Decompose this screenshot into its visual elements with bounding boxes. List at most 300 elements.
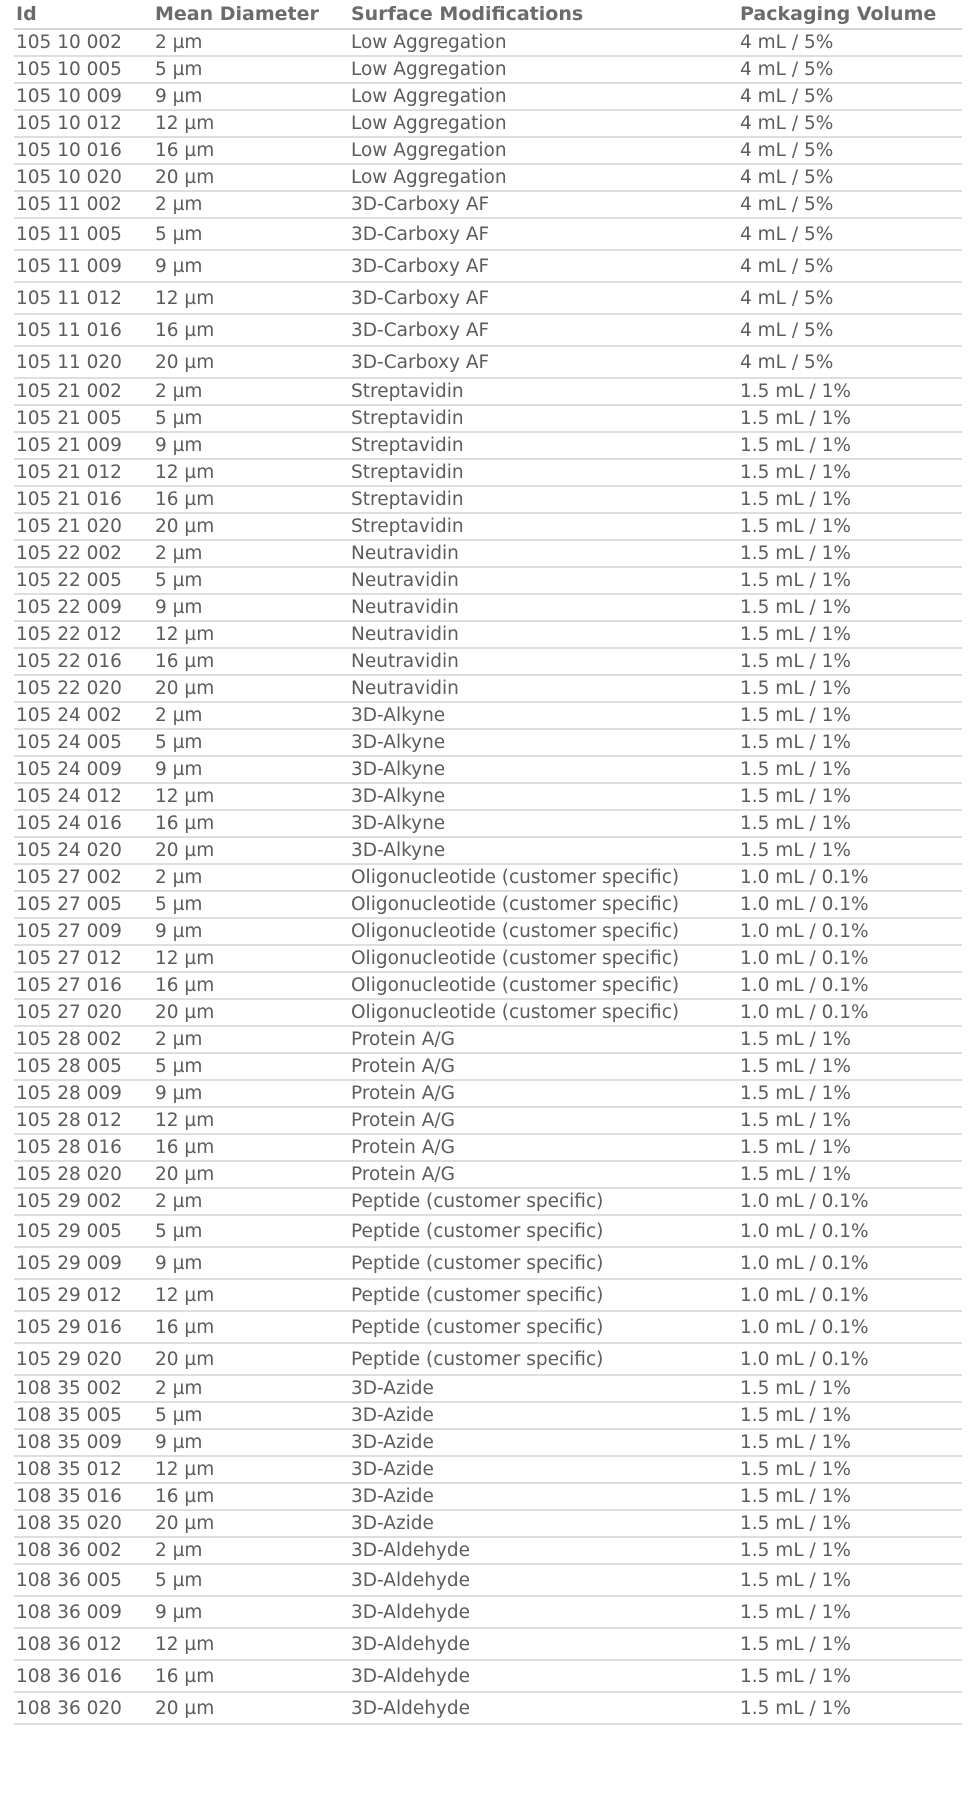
cell-id: 105 10 020 xyxy=(14,164,153,191)
cell-mean-diameter: 2 µm xyxy=(153,29,349,56)
cell-id: 105 22 005 xyxy=(14,567,153,594)
cell-id: 105 28 002 xyxy=(14,1026,153,1053)
cell-mean-diameter: 12 µm xyxy=(153,1107,349,1134)
cell-id: 108 35 005 xyxy=(14,1402,153,1429)
cell-id: 105 24 016 xyxy=(14,810,153,837)
cell-mean-diameter: 12 µm xyxy=(153,1279,349,1311)
cell-packaging-volume: 1.5 mL / 1% xyxy=(738,1053,962,1080)
table-row xyxy=(14,1311,962,1343)
table-row xyxy=(14,1375,962,1402)
cell-mean-diameter: 20 µm xyxy=(153,837,349,864)
cell-mean-diameter: 16 µm xyxy=(153,648,349,675)
cell-id: 105 27 016 xyxy=(14,972,153,999)
table-row xyxy=(14,1188,962,1215)
table-row xyxy=(14,56,962,83)
cell-packaging-volume: 1.5 mL / 1% xyxy=(738,1375,962,1402)
table-row xyxy=(14,729,962,756)
cell-mean-diameter: 12 µm xyxy=(153,1628,349,1660)
cell-id: 105 22 009 xyxy=(14,594,153,621)
cell-id: 105 21 016 xyxy=(14,486,153,513)
cell-packaging-volume: 4 mL / 5% xyxy=(738,314,962,346)
cell-surface-modification: 3D-Aldehyde xyxy=(349,1564,738,1596)
table-row xyxy=(14,1596,962,1628)
cell-mean-diameter: 16 µm xyxy=(153,972,349,999)
cell-surface-modification: Oligonucleotide (customer specific) xyxy=(349,918,738,945)
cell-surface-modification: 3D-Alkyne xyxy=(349,810,738,837)
cell-packaging-volume: 4 mL / 5% xyxy=(738,110,962,137)
table-row xyxy=(14,1564,962,1596)
cell-surface-modification: Neutravidin xyxy=(349,675,738,702)
cell-surface-modification: 3D-Carboxy AF xyxy=(349,346,738,378)
cell-packaging-volume: 1.5 mL / 1% xyxy=(738,1080,962,1107)
cell-surface-modification: Low Aggregation xyxy=(349,29,738,56)
cell-packaging-volume: 1.5 mL / 1% xyxy=(738,405,962,432)
cell-mean-diameter: 5 µm xyxy=(153,891,349,918)
cell-id: 105 29 002 xyxy=(14,1188,153,1215)
cell-packaging-volume: 1.0 mL / 0.1% xyxy=(738,918,962,945)
cell-packaging-volume: 1.5 mL / 1% xyxy=(738,567,962,594)
table-row xyxy=(14,1402,962,1429)
cell-mean-diameter: 2 µm xyxy=(153,191,349,218)
table-row xyxy=(14,1660,962,1692)
cell-id: 105 21 002 xyxy=(14,378,153,405)
cell-packaging-volume: 1.0 mL / 0.1% xyxy=(738,891,962,918)
cell-packaging-volume: 4 mL / 5% xyxy=(738,282,962,314)
cell-packaging-volume: 1.0 mL / 0.1% xyxy=(738,972,962,999)
column-header-surface-modifications: Surface Modifications xyxy=(349,0,738,29)
cell-packaging-volume: 1.5 mL / 1% xyxy=(738,1134,962,1161)
cell-surface-modification: Low Aggregation xyxy=(349,56,738,83)
cell-packaging-volume: 1.5 mL / 1% xyxy=(738,540,962,567)
column-header-mean-diameter: Mean Diameter xyxy=(153,0,349,29)
cell-packaging-volume: 1.5 mL / 1% xyxy=(738,648,962,675)
cell-packaging-volume: 1.5 mL / 1% xyxy=(738,621,962,648)
cell-surface-modification: Oligonucleotide (customer specific) xyxy=(349,972,738,999)
cell-mean-diameter: 5 µm xyxy=(153,1564,349,1596)
table-row xyxy=(14,29,962,56)
table-row xyxy=(14,218,962,250)
cell-surface-modification: 3D-Aldehyde xyxy=(349,1692,738,1724)
cell-surface-modification: Streptavidin xyxy=(349,513,738,540)
cell-surface-modification: Low Aggregation xyxy=(349,110,738,137)
cell-packaging-volume: 1.0 mL / 0.1% xyxy=(738,1188,962,1215)
cell-packaging-volume: 1.5 mL / 1% xyxy=(738,783,962,810)
cell-id: 105 28 009 xyxy=(14,1080,153,1107)
cell-id: 105 11 009 xyxy=(14,250,153,282)
cell-mean-diameter: 16 µm xyxy=(153,1134,349,1161)
cell-id: 105 24 020 xyxy=(14,837,153,864)
cell-mean-diameter: 16 µm xyxy=(153,810,349,837)
table-row xyxy=(14,594,962,621)
cell-surface-modification: 3D-Carboxy AF xyxy=(349,191,738,218)
table-header-row xyxy=(14,0,962,29)
table-row xyxy=(14,810,962,837)
cell-packaging-volume: 1.0 mL / 0.1% xyxy=(738,1279,962,1311)
table-row xyxy=(14,1107,962,1134)
table-row xyxy=(14,110,962,137)
cell-packaging-volume: 1.5 mL / 1% xyxy=(738,1564,962,1596)
cell-surface-modification: Peptide (customer specific) xyxy=(349,1311,738,1343)
cell-mean-diameter: 12 µm xyxy=(153,110,349,137)
cell-surface-modification: 3D-Alkyne xyxy=(349,783,738,810)
table-row xyxy=(14,837,962,864)
cell-mean-diameter: 2 µm xyxy=(153,1537,349,1564)
table-row xyxy=(14,1080,962,1107)
cell-packaging-volume: 4 mL / 5% xyxy=(738,83,962,110)
cell-surface-modification: 3D-Carboxy AF xyxy=(349,218,738,250)
cell-surface-modification: 3D-Alkyne xyxy=(349,837,738,864)
cell-packaging-volume: 1.5 mL / 1% xyxy=(738,729,962,756)
cell-packaging-volume: 1.5 mL / 1% xyxy=(738,486,962,513)
cell-mean-diameter: 12 µm xyxy=(153,1456,349,1483)
cell-surface-modification: Streptavidin xyxy=(349,378,738,405)
cell-id: 105 11 020 xyxy=(14,346,153,378)
cell-mean-diameter: 9 µm xyxy=(153,1247,349,1279)
cell-id: 105 27 009 xyxy=(14,918,153,945)
table-row xyxy=(14,1537,962,1564)
cell-surface-modification: 3D-Alkyne xyxy=(349,756,738,783)
cell-mean-diameter: 2 µm xyxy=(153,1375,349,1402)
table-row xyxy=(14,756,962,783)
cell-id: 105 21 005 xyxy=(14,405,153,432)
table-row xyxy=(14,675,962,702)
cell-mean-diameter: 20 µm xyxy=(153,164,349,191)
table-row xyxy=(14,1483,962,1510)
cell-surface-modification: Streptavidin xyxy=(349,486,738,513)
cell-id: 105 24 005 xyxy=(14,729,153,756)
cell-id: 105 11 002 xyxy=(14,191,153,218)
cell-id: 108 36 002 xyxy=(14,1537,153,1564)
cell-packaging-volume: 1.5 mL / 1% xyxy=(738,702,962,729)
cell-surface-modification: Peptide (customer specific) xyxy=(349,1247,738,1279)
cell-id: 108 35 012 xyxy=(14,1456,153,1483)
cell-id: 105 22 012 xyxy=(14,621,153,648)
table-row xyxy=(14,621,962,648)
cell-id: 105 22 002 xyxy=(14,540,153,567)
cell-id: 105 11 012 xyxy=(14,282,153,314)
cell-surface-modification: Peptide (customer specific) xyxy=(349,1188,738,1215)
cell-mean-diameter: 5 µm xyxy=(153,729,349,756)
cell-mean-diameter: 20 µm xyxy=(153,346,349,378)
cell-mean-diameter: 16 µm xyxy=(153,137,349,164)
cell-packaging-volume: 1.0 mL / 0.1% xyxy=(738,1311,962,1343)
cell-surface-modification: 3D-Alkyne xyxy=(349,729,738,756)
cell-id: 105 10 005 xyxy=(14,56,153,83)
cell-surface-modification: 3D-Aldehyde xyxy=(349,1628,738,1660)
cell-surface-modification: 3D-Aldehyde xyxy=(349,1537,738,1564)
cell-mean-diameter: 16 µm xyxy=(153,1311,349,1343)
table-row xyxy=(14,1429,962,1456)
cell-packaging-volume: 1.0 mL / 0.1% xyxy=(738,1215,962,1247)
cell-packaging-volume: 4 mL / 5% xyxy=(738,250,962,282)
cell-surface-modification: Streptavidin xyxy=(349,459,738,486)
table-row xyxy=(14,83,962,110)
cell-mean-diameter: 16 µm xyxy=(153,314,349,346)
cell-surface-modification: Neutravidin xyxy=(349,594,738,621)
cell-mean-diameter: 12 µm xyxy=(153,945,349,972)
cell-id: 108 36 009 xyxy=(14,1596,153,1628)
table-row xyxy=(14,1026,962,1053)
cell-id: 108 35 020 xyxy=(14,1510,153,1537)
cell-surface-modification: Protein A/G xyxy=(349,1107,738,1134)
table-row xyxy=(14,1692,962,1724)
cell-mean-diameter: 20 µm xyxy=(153,1510,349,1537)
table-row xyxy=(14,346,962,378)
cell-surface-modification: Neutravidin xyxy=(349,648,738,675)
cell-packaging-volume: 1.5 mL / 1% xyxy=(738,756,962,783)
cell-mean-diameter: 5 µm xyxy=(153,56,349,83)
cell-packaging-volume: 1.5 mL / 1% xyxy=(738,1692,962,1724)
cell-mean-diameter: 5 µm xyxy=(153,405,349,432)
cell-packaging-volume: 1.0 mL / 0.1% xyxy=(738,1343,962,1375)
cell-mean-diameter: 12 µm xyxy=(153,459,349,486)
cell-packaging-volume: 1.0 mL / 0.1% xyxy=(738,999,962,1026)
cell-packaging-volume: 1.5 mL / 1% xyxy=(738,810,962,837)
cell-surface-modification: 3D-Carboxy AF xyxy=(349,282,738,314)
cell-surface-modification: Low Aggregation xyxy=(349,83,738,110)
cell-mean-diameter: 9 µm xyxy=(153,594,349,621)
cell-packaging-volume: 1.5 mL / 1% xyxy=(738,459,962,486)
table-row xyxy=(14,918,962,945)
table-row xyxy=(14,282,962,314)
table-row xyxy=(14,1053,962,1080)
table-row xyxy=(14,486,962,513)
cell-mean-diameter: 9 µm xyxy=(153,1080,349,1107)
cell-id: 105 27 012 xyxy=(14,945,153,972)
cell-packaging-volume: 1.5 mL / 1% xyxy=(738,1026,962,1053)
table-row xyxy=(14,783,962,810)
cell-packaging-volume: 1.5 mL / 1% xyxy=(738,1107,962,1134)
cell-id: 105 22 016 xyxy=(14,648,153,675)
cell-mean-diameter: 12 µm xyxy=(153,621,349,648)
cell-surface-modification: 3D-Azide xyxy=(349,1483,738,1510)
cell-id: 105 10 016 xyxy=(14,137,153,164)
table-body xyxy=(14,29,962,1724)
cell-packaging-volume: 1.5 mL / 1% xyxy=(738,1596,962,1628)
cell-mean-diameter: 9 µm xyxy=(153,756,349,783)
cell-mean-diameter: 5 µm xyxy=(153,567,349,594)
product-table-container xyxy=(14,0,962,1725)
table-row xyxy=(14,702,962,729)
cell-id: 105 24 012 xyxy=(14,783,153,810)
table-row xyxy=(14,432,962,459)
cell-packaging-volume: 1.5 mL / 1% xyxy=(738,513,962,540)
cell-surface-modification: 3D-Azide xyxy=(349,1510,738,1537)
cell-surface-modification: 3D-Alkyne xyxy=(349,702,738,729)
cell-surface-modification: Peptide (customer specific) xyxy=(349,1279,738,1311)
cell-id: 105 21 009 xyxy=(14,432,153,459)
cell-id: 105 21 020 xyxy=(14,513,153,540)
table-row xyxy=(14,648,962,675)
table-row xyxy=(14,972,962,999)
cell-packaging-volume: 1.5 mL / 1% xyxy=(738,1483,962,1510)
cell-surface-modification: 3D-Aldehyde xyxy=(349,1596,738,1628)
table-row xyxy=(14,567,962,594)
cell-id: 105 11 005 xyxy=(14,218,153,250)
cell-mean-diameter: 16 µm xyxy=(153,486,349,513)
cell-id: 105 28 005 xyxy=(14,1053,153,1080)
cell-id: 108 36 012 xyxy=(14,1628,153,1660)
cell-packaging-volume: 4 mL / 5% xyxy=(738,218,962,250)
cell-surface-modification: 3D-Azide xyxy=(349,1402,738,1429)
cell-mean-diameter: 12 µm xyxy=(153,783,349,810)
table-row xyxy=(14,378,962,405)
cell-packaging-volume: 4 mL / 5% xyxy=(738,56,962,83)
cell-id: 105 28 016 xyxy=(14,1134,153,1161)
cell-mean-diameter: 12 µm xyxy=(153,282,349,314)
cell-mean-diameter: 20 µm xyxy=(153,1692,349,1724)
cell-id: 108 36 016 xyxy=(14,1660,153,1692)
cell-id: 108 35 009 xyxy=(14,1429,153,1456)
cell-surface-modification: Peptide (customer specific) xyxy=(349,1343,738,1375)
cell-id: 105 10 009 xyxy=(14,83,153,110)
cell-mean-diameter: 2 µm xyxy=(153,702,349,729)
table-row xyxy=(14,1510,962,1537)
cell-surface-modification: Neutravidin xyxy=(349,621,738,648)
cell-id: 105 29 016 xyxy=(14,1311,153,1343)
cell-packaging-volume: 1.0 mL / 0.1% xyxy=(738,945,962,972)
cell-id: 108 35 016 xyxy=(14,1483,153,1510)
cell-mean-diameter: 16 µm xyxy=(153,1660,349,1692)
cell-mean-diameter: 9 µm xyxy=(153,1596,349,1628)
table-row xyxy=(14,999,962,1026)
cell-surface-modification: Oligonucleotide (customer specific) xyxy=(349,864,738,891)
cell-mean-diameter: 2 µm xyxy=(153,540,349,567)
cell-surface-modification: Oligonucleotide (customer specific) xyxy=(349,999,738,1026)
cell-surface-modification: Low Aggregation xyxy=(349,137,738,164)
cell-mean-diameter: 20 µm xyxy=(153,999,349,1026)
cell-mean-diameter: 5 µm xyxy=(153,1053,349,1080)
cell-surface-modification: Oligonucleotide (customer specific) xyxy=(349,945,738,972)
cell-surface-modification: 3D-Aldehyde xyxy=(349,1660,738,1692)
cell-id: 108 35 002 xyxy=(14,1375,153,1402)
table-row xyxy=(14,1343,962,1375)
cell-mean-diameter: 9 µm xyxy=(153,918,349,945)
cell-surface-modification: Protein A/G xyxy=(349,1161,738,1188)
cell-packaging-volume: 1.0 mL / 0.1% xyxy=(738,864,962,891)
cell-mean-diameter: 9 µm xyxy=(153,83,349,110)
cell-id: 105 11 016 xyxy=(14,314,153,346)
cell-packaging-volume: 1.5 mL / 1% xyxy=(738,432,962,459)
cell-id: 108 36 020 xyxy=(14,1692,153,1724)
cell-surface-modification: Protein A/G xyxy=(349,1080,738,1107)
cell-packaging-volume: 1.5 mL / 1% xyxy=(738,1510,962,1537)
table-row xyxy=(14,314,962,346)
cell-packaging-volume: 1.5 mL / 1% xyxy=(738,1161,962,1188)
product-table xyxy=(14,0,962,1725)
cell-id: 105 27 002 xyxy=(14,864,153,891)
table-row xyxy=(14,137,962,164)
cell-mean-diameter: 9 µm xyxy=(153,1429,349,1456)
table-row xyxy=(14,1456,962,1483)
cell-mean-diameter: 9 µm xyxy=(153,250,349,282)
cell-id: 105 27 005 xyxy=(14,891,153,918)
table-row xyxy=(14,1215,962,1247)
cell-mean-diameter: 2 µm xyxy=(153,864,349,891)
table-row xyxy=(14,513,962,540)
cell-surface-modification: Oligonucleotide (customer specific) xyxy=(349,891,738,918)
cell-packaging-volume: 4 mL / 5% xyxy=(738,346,962,378)
cell-id: 105 29 012 xyxy=(14,1279,153,1311)
table-row xyxy=(14,891,962,918)
cell-packaging-volume: 4 mL / 5% xyxy=(738,191,962,218)
cell-packaging-volume: 1.5 mL / 1% xyxy=(738,1628,962,1660)
cell-id: 105 24 002 xyxy=(14,702,153,729)
cell-packaging-volume: 1.5 mL / 1% xyxy=(738,378,962,405)
cell-packaging-volume: 1.5 mL / 1% xyxy=(738,1429,962,1456)
table-row xyxy=(14,191,962,218)
cell-surface-modification: 3D-Carboxy AF xyxy=(349,250,738,282)
cell-mean-diameter: 9 µm xyxy=(153,432,349,459)
cell-mean-diameter: 2 µm xyxy=(153,1026,349,1053)
cell-packaging-volume: 4 mL / 5% xyxy=(738,29,962,56)
table-row xyxy=(14,459,962,486)
table-row xyxy=(14,1134,962,1161)
table-row xyxy=(14,1279,962,1311)
cell-surface-modification: Neutravidin xyxy=(349,540,738,567)
cell-mean-diameter: 5 µm xyxy=(153,1402,349,1429)
cell-mean-diameter: 20 µm xyxy=(153,675,349,702)
cell-id: 108 36 005 xyxy=(14,1564,153,1596)
cell-id: 105 10 002 xyxy=(14,29,153,56)
table-row xyxy=(14,250,962,282)
column-header-id: Id xyxy=(14,0,153,29)
cell-packaging-volume: 1.5 mL / 1% xyxy=(738,1402,962,1429)
table-row xyxy=(14,540,962,567)
cell-mean-diameter: 2 µm xyxy=(153,378,349,405)
column-header-packaging-volume: Packaging Volume xyxy=(738,0,962,29)
cell-id: 105 29 020 xyxy=(14,1343,153,1375)
cell-id: 105 28 012 xyxy=(14,1107,153,1134)
table-row xyxy=(14,864,962,891)
cell-mean-diameter: 5 µm xyxy=(153,218,349,250)
cell-packaging-volume: 1.5 mL / 1% xyxy=(738,1456,962,1483)
table-row xyxy=(14,405,962,432)
cell-surface-modification: 3D-Azide xyxy=(349,1429,738,1456)
cell-packaging-volume: 1.5 mL / 1% xyxy=(738,594,962,621)
table-row xyxy=(14,1247,962,1279)
cell-surface-modification: Low Aggregation xyxy=(349,164,738,191)
cell-id: 105 29 005 xyxy=(14,1215,153,1247)
cell-id: 105 22 020 xyxy=(14,675,153,702)
cell-mean-diameter: 20 µm xyxy=(153,1343,349,1375)
cell-surface-modification: 3D-Azide xyxy=(349,1375,738,1402)
cell-surface-modification: Neutravidin xyxy=(349,567,738,594)
cell-packaging-volume: 4 mL / 5% xyxy=(738,164,962,191)
cell-id: 105 10 012 xyxy=(14,110,153,137)
cell-mean-diameter: 2 µm xyxy=(153,1188,349,1215)
cell-surface-modification: Streptavidin xyxy=(349,405,738,432)
cell-packaging-volume: 1.5 mL / 1% xyxy=(738,675,962,702)
cell-surface-modification: Peptide (customer specific) xyxy=(349,1215,738,1247)
table-row xyxy=(14,1628,962,1660)
cell-packaging-volume: 1.0 mL / 0.1% xyxy=(738,1247,962,1279)
cell-packaging-volume: 1.5 mL / 1% xyxy=(738,1537,962,1564)
cell-id: 105 24 009 xyxy=(14,756,153,783)
cell-mean-diameter: 16 µm xyxy=(153,1483,349,1510)
cell-id: 105 28 020 xyxy=(14,1161,153,1188)
cell-id: 105 29 009 xyxy=(14,1247,153,1279)
cell-surface-modification: 3D-Carboxy AF xyxy=(349,314,738,346)
cell-id: 105 27 020 xyxy=(14,999,153,1026)
cell-packaging-volume: 4 mL / 5% xyxy=(738,137,962,164)
cell-surface-modification: Streptavidin xyxy=(349,432,738,459)
cell-surface-modification: Protein A/G xyxy=(349,1053,738,1080)
table-row xyxy=(14,1161,962,1188)
cell-mean-diameter: 20 µm xyxy=(153,1161,349,1188)
cell-mean-diameter: 20 µm xyxy=(153,513,349,540)
cell-surface-modification: Protein A/G xyxy=(349,1134,738,1161)
